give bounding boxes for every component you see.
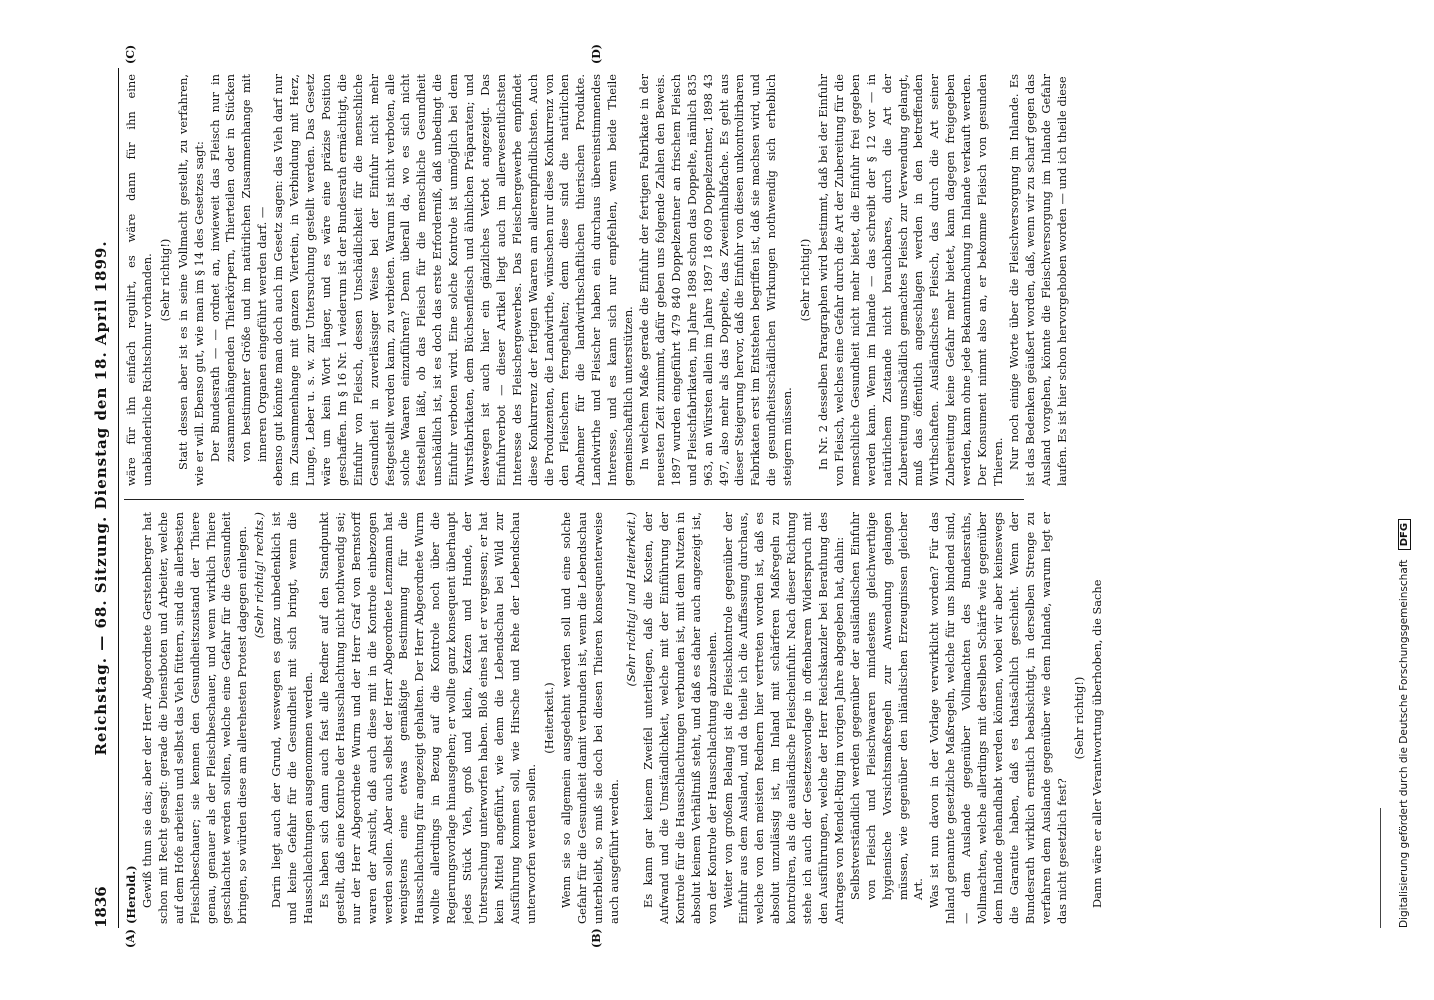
running-title: Reichstag. — 68. Sitzung. Dienstag den 18. April 1899. [92, 240, 110, 756]
paragraph: Darin liegt auch der Grund, weswegen es ganz unbedenklich ist und keine Gefahr für die Gesundheit mit sich bringt, wenn die Hausschlachtungen ausgenommen werden. [269, 512, 315, 924]
paragraph: Was ist nun davon in der Vorlage verwirklicht worden? Für das Inland genannte gesetzliche Maßregeln, welche für uns bindend sind, — dem Auslande gegenüber Vollmachten des Bundesraths, Vollmachten, welche allerdings mit derselben Schärfe wie gegenüber dem Inlande gehandhabt werden können, wobei wir aber keineswegs die Garantie haben, daß es thatsächlich geschieht. Wenn der Bundesrath wirklich ernstlich beabsichtigt, in derselben Strenge zu verfahren dem Auslande gegenüber wie dem Inlande, warum legt er das nicht gesetzlich fest? [927, 512, 1069, 924]
quoted-passage: Selbstverständlich werden gegenüber der ausländischen Einfuhr von Fleisch und Fleischwaaren mindestens gleichwerthige hygienische Vorsichtsmaßregeln zur Anwendung gelangen müssen, wie gegenüber den inländischen Erzeugnissen gleicher Art. [847, 512, 926, 900]
page-header [92, 68, 116, 928]
interjection: (Sehr richtig!) [157, 238, 172, 322]
paragraph: Dann wäre er aller Verantwortung überhoben, die Sache [1090, 579, 1105, 908]
interjection: (Sehr richtig!) [798, 238, 813, 322]
left-column [124, 512, 1224, 924]
interjection: (Sehr richtig! rechts.) [252, 512, 267, 639]
quoted-passage: Der Bundesrath — — ordnet an, inwieweit das Fleisch nur in zusammenhängenden Thierkörpern, Thierteilen oder in Stücken von bestimmter Größe und im natürlichen Zusammenhange mit inneren Organen eingeführt werden darf. — [207, 74, 270, 462]
dfg-logo: DFG [1398, 519, 1411, 550]
paragraph: Gewiß thun sie das; aber der Herr Abgeordnete Gerstenberger hat schon mit Recht gesagt: gerade die Dienstboten und Arbeiter, welche auf dem Hofe arbeiten und selbst das Vieh füttern, sind die allerbesten Fleischbeschauer; sie kennen den Gesundheitszustand der Thiere genau, genauer als der Fleischbeschauer, und wenn wirklich Thiere geschlachtet werden sollten, welche eine Gefahr für die Gesundheit bringen, so würden diese am allerehesten Protest dagegen einlegen. [139, 512, 250, 924]
margin-label-b: (B) [590, 928, 603, 948]
header-rule [118, 68, 119, 928]
paragraph: ebenso gut könnte man doch auch im Gesetz sagen: das Vieh darf nur im Zusammenhange mit ganzen Viertein, in Verbindung mit Herz, Lunge, Leber u. s. w. zur Untersuchung gestellt werden. Das Gesetz wäre um kein Wort länger, und es wäre eine präzise Position geschaffen. Im § 16 Nr. 1 wiederum ist der Bundesrath ermächtigt, die Einfuhr von Fleisch, dessen Unschädlichkeit für die menschliche Gesundheit in zuverlässiger Weise bei der Einfuhr nicht mehr festgestellt werden kann, zu verbieten. Warum ist nicht verboten, alle solche Waaren einzuführen? Denn überall da, wo es sich nicht feststellen läßt, ob das Fleisch für die menschliche Gesundheit unschädlich ist, ist es doch das erste Erforderniß, daß unbedingt die Einfuhr verboten wird. Eine solche Kontrole ist unmöglich bei dem Wurstfabrikaten, dem Büchsenfleisch und ähnlichen Präparaten; und deswegen ist auch hier ein gänzliches Verbot angezeigt. Das Einfuhrverbot — dieser Artikel liegt auch im allerwesentlichsten Interesse des Fleischergewerbes. Das Fleischergewerbe empfindet diese Konkurrenz der fertigen Waaren am allerempfindlichsten. Auch die Produzenten, die Landwirthe, wünschen nur diese Konkurrenz von den Fleischern ferngehalten; denn diese sind die natürlichen Abnehmer für die landwirthschaftlichen thierischen Produkte. Landwirthe und Fleischer haben ein durchaus übereinstimmendes Interesse, und es kann sich nur empfehlen, wenn beide Theile gemeinschaftlich unterstützen. [271, 74, 636, 486]
right-column [124, 74, 1224, 486]
paragraph: Nur noch einige Worte über die Fleischversorgung im Inlande. Es ist das Bedenken geäußert worden, daß, wenn wir zu scharf gegen das Ausland vorgehen, könnte die Fleischversorgung im Inlande Gefahr laufen. Es ist hier schon hervorgehoben worden — und ich theile diese [1006, 74, 1069, 486]
interjection: (Sehr richtig!) [1072, 676, 1087, 760]
footer [1398, 519, 1411, 928]
paragraph: wäre für ihn einfach regulirt, es wäre dann für ihn eine unabänderliche Richtschnur vorhanden. [124, 74, 154, 486]
interjection: (Sehr richtig! und Heiterkeit.) [624, 512, 639, 687]
paragraph: Es haben sich dann auch fast alle Redner auf den Standpunkt gestellt, daß eine Kontrole der Hausschlachtung nicht nothwendig sei; nur der Herr Abgeordnete Wurm und der Herr Graf von Bernstorff waren der Ansicht, daß auch diese mit in die Kontrole einbezogen werden sollen. Aber auch selbst der Herr Abgeordnete Lenzmann hat wenigstens eine etwas gemäßigte Bestimmung für die Hausschlachtung für angezeigt gehalten. Der Herr Abgeordnete Wurm wollte allerdings in Bezug auf die Kontrole noch über die Regierungsvorlage hinausgehen; er wollte ganz konsequent überhaupt jedes Stück Vieh, groß und klein, Katzen und Hunde, der Untersuchung unterworfen haben. Bloß eines hat er vergessen; er hat kein Mittel angeführt, wie denn die Lebendschau bei Wild zur Ausführung kommen soll, wie Hirsche und Rehe der Lebendschau unterworfen werden sollen. [316, 512, 538, 924]
column-divider [124, 499, 1024, 500]
page-number: 1836 [92, 886, 110, 928]
paragraph: Statt dessen aber ist es in seine Vollmacht gestellt, zu verfahren, wie er will. Ebenso gut, wie man im § 14 des Gesetzes sagt: [175, 74, 206, 486]
paragraph: In welchem Maße gerade die Einfuhr der fertigen Fabrikate in der neuesten Zeit zunimmt, dafür geben uns folgende Zahlen den Beweis. 1897 wurden eingeführt 479 840 Doppelzentner an frischem Fleisch und Fleischfabrikaten, im Jahre 1898 schon das Doppelte, nämlich 835 963, an Würsten allein im Jahre 1897 18 609 Doppelzentner, 1898 43 497, also mehr als das Doppelte, das Zweieinhalbfache. Es geht aus dieser Steigerung hervor, daß die Einfuhr von diesen unkontrolirbaren Fabrikaten erst im Entstehen begriffen ist, daß sie machsen wird, und die gesundheitsschädlichen Wirkungen nothwendig sich erheblich steigern müssen. [637, 74, 795, 486]
speaker-name: (Herold.) [124, 865, 138, 924]
footer-text: Digitalisierung gefördert durch die Deutsche Forschungsgemeinschaft [1398, 559, 1410, 928]
paragraph: Es kann gar keinem Zweifel unterliegen, daß die Kosten, der Aufwand und die Umständlichkeit, welche mit der Einführung der Kontrole für die Hausschlachtungen verbunden ist, mit dem Nutzen in absolut keinem Verhältniß steht, und daß es daher auch angezeigt ist, von der Kontrole der Hausschlachtung abzusehen. [641, 512, 719, 924]
paragraph: Wenn sie so allgemein ausgedehnt werden soll und eine solche Gefahr für die Gesundheit damit verbunden ist, wenn die Lebendschau unterbleibt, so muß sie doch bei diesen Thieren konsequenterweise auch ausgeführt werden. [559, 512, 622, 924]
margin-label-d: (D) [590, 44, 603, 64]
paragraph: Weiter von großem Belang ist die Fleischkontrole gegenüber der Einfuhr aus dem Ausland, und da theile ich die Auffassung durchaus, welche von den meisten Rednern hier vertreten worden ist, daß es absolut unzulässig ist, im Inland mit schärferen Maßregeln zu kontroliren, als die ausländische Fleischeinfuhr. Nach dieser Richtung stehe ich auch der Gesetzesvorlage in offenbarem Widerspruch mit den Ausführungen, welche der Herr Reichskanzler bei Berathung des Antrages von Mendel-Ring im vorigen Jahre abgegeben hat, dahin: [720, 512, 846, 924]
footer-rule [1380, 808, 1381, 928]
paragraph: In Nr. 2 desselben Paragraphen wird bestimmt, daß bei der Einfuhr von Fleisch, welches eine Gefahr durch die Art der Zubereitung für die menschliche Gesundheit nicht mehr bietet, die Einfuhr frei gegeben werden kann. Wenn im Inlande — das schreibt der § 12 vor — in natürlichem Zustande nicht brauchbares, durch die Art der Zubereitung unschädlich gemachtes Fleisch zur Verwendung gelangt, muß das öffentlich angeschlagen werden in den betreffenden Wirthschaften. Ausländisches Fleisch, das durch die Art seiner Zubereitung keine Gefahr mehr bietet, kann dagegen freigegeben werden, kann ohne jede Bekanntmachung im Inlande verkauft werden. Der Konsument nimmt also an, er bekomme Fleisch von gesunden Thieren. [815, 74, 1005, 486]
margin-label-a: (A) [124, 929, 137, 948]
margin-label-c: (C) [124, 44, 137, 64]
interjection: (Heiterkeit.) [541, 682, 556, 754]
